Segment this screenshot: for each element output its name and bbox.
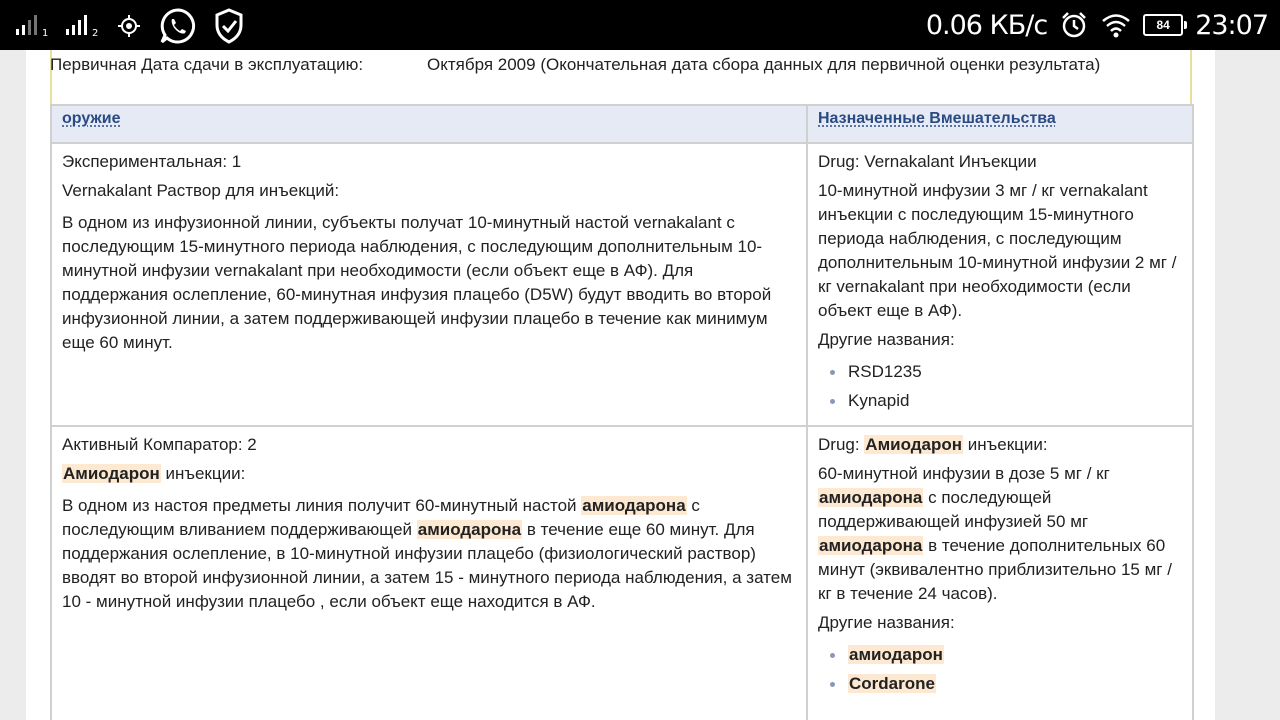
other-names-label: Другие названия: bbox=[818, 330, 955, 349]
other-names-list bbox=[818, 640, 1182, 698]
text-run: инъекции: bbox=[963, 435, 1048, 454]
text-run: в течение дополнительных 60 минут (эквивалентно приблизительно 15 мг / кг в течение 24 часов). bbox=[818, 536, 1172, 603]
search-highlight: амиодарона bbox=[819, 488, 923, 507]
status-bar bbox=[0, 0, 1280, 50]
location-icon bbox=[116, 13, 142, 39]
table-row bbox=[51, 143, 1193, 426]
arm-cell bbox=[51, 426, 807, 720]
whatsapp-icon bbox=[158, 6, 198, 46]
primary-completion-date bbox=[50, 55, 1100, 75]
intervention-description bbox=[818, 462, 1182, 606]
arms-header[interactable] bbox=[51, 105, 807, 143]
network-speed: 0.06 КБ/с bbox=[925, 9, 1048, 41]
list-item: RSD1235 bbox=[830, 357, 1182, 386]
table-row bbox=[51, 426, 1193, 720]
primary-completion-label: Первичная Дата сдачи в эксплуатацию: bbox=[50, 55, 364, 74]
table-header-row bbox=[51, 105, 1193, 143]
intervention-title bbox=[818, 433, 1182, 457]
primary-completion-value: Октября 2009 (Окончательная дата сбора данных для первичной оценки результата) bbox=[427, 55, 1101, 74]
alarm-icon bbox=[1059, 10, 1089, 40]
intervention-title: Drug: Vernakalant Инъекции bbox=[818, 152, 1037, 171]
intervention-cell bbox=[807, 426, 1193, 720]
list-item bbox=[830, 669, 1182, 698]
search-highlight: Амиодарон bbox=[865, 435, 963, 454]
battery-level: 84 bbox=[1156, 18, 1170, 32]
interventions-header[interactable] bbox=[807, 105, 1193, 143]
search-highlight: Амиодарон bbox=[63, 464, 160, 483]
text-run: в течение еще 60 минут. Для поддержания ослепление, в 10-минутной инфузии плацебо (физиологический раствор) вводят во второй инфузионной линии, а затем 15 - минутного периода наблюдения, а затем 10 - минутной инфузии плацебо , если объект еще находится в АФ. bbox=[62, 520, 792, 611]
search-highlight: амиодарона bbox=[417, 520, 522, 539]
text-run: с последующим вливанием поддерживающей bbox=[62, 496, 700, 539]
battery-icon bbox=[1143, 14, 1183, 36]
intervention-cell bbox=[807, 143, 1193, 426]
text-run: В одном из настоя предметы линия получит 60-минутный настой bbox=[62, 496, 582, 515]
web-page[interactable] bbox=[26, 50, 1215, 720]
list-item bbox=[830, 640, 1182, 669]
intervention-description: 10-минутной инфузии 3 мг / кг vernakalant инъекции с последующим 15-минутного периода наблюдения, с последующим дополнительным 10-минутной инфузии 2 мг / кг vernakalant при необходимости (если объект еще в АФ). bbox=[818, 181, 1177, 320]
arm-title: Активный Компаратор: 2 bbox=[62, 435, 257, 454]
clock: 23:07 bbox=[1195, 9, 1268, 41]
interventions-header-link[interactable]: Назначенные Вмешательства bbox=[818, 110, 1056, 127]
arm-cell bbox=[51, 143, 807, 426]
arm-description bbox=[62, 494, 796, 614]
search-highlight: Cordarone bbox=[849, 674, 935, 693]
arm-description: В одном из инфузионной линии, субъекты получат 10-минутный настой vernakalant с последующим 15-минутного периода наблюдения, с последующим дополнительным 10-минутной инфузии vernakalant при необходимости (если объект еще в АФ). Для поддержания ослепление, 60-минутная инфузия плацебо (D5W) будут вводить во второй инфузионной линии, а затем поддерживающей инфузии плацебо в течение как минимум еще 60 минут. bbox=[62, 213, 772, 352]
text-run: Drug: bbox=[818, 435, 865, 454]
list-item: Kynapid bbox=[830, 386, 1182, 415]
shield-check-icon bbox=[214, 8, 244, 44]
signal-sim1-icon: 1 bbox=[16, 13, 50, 39]
arm-subtitle bbox=[62, 462, 796, 486]
text-run: с последующей поддерживающей инфузией 50 мг bbox=[818, 488, 1089, 531]
arm-title: Экспериментальная: 1 bbox=[62, 152, 242, 171]
search-highlight: амиодарон bbox=[849, 645, 943, 664]
other-names-list bbox=[818, 357, 1182, 415]
wifi-icon bbox=[1101, 12, 1131, 38]
signal-sim2-icon: 2 bbox=[66, 13, 100, 39]
arm-subtitle: Vernakalant Раствор для инъекций: bbox=[62, 181, 340, 200]
text-run: 60-минутной инфузии в дозе 5 мг / кг bbox=[818, 464, 1110, 483]
search-highlight: амиодарона bbox=[819, 536, 923, 555]
arms-interventions-table bbox=[50, 104, 1194, 720]
other-names-label: Другие названия: bbox=[818, 613, 955, 632]
arm-subtitle-text: инъекции: bbox=[160, 464, 246, 483]
arms-header-link[interactable]: оружие bbox=[62, 110, 121, 127]
search-highlight: амиодарона bbox=[582, 496, 686, 515]
